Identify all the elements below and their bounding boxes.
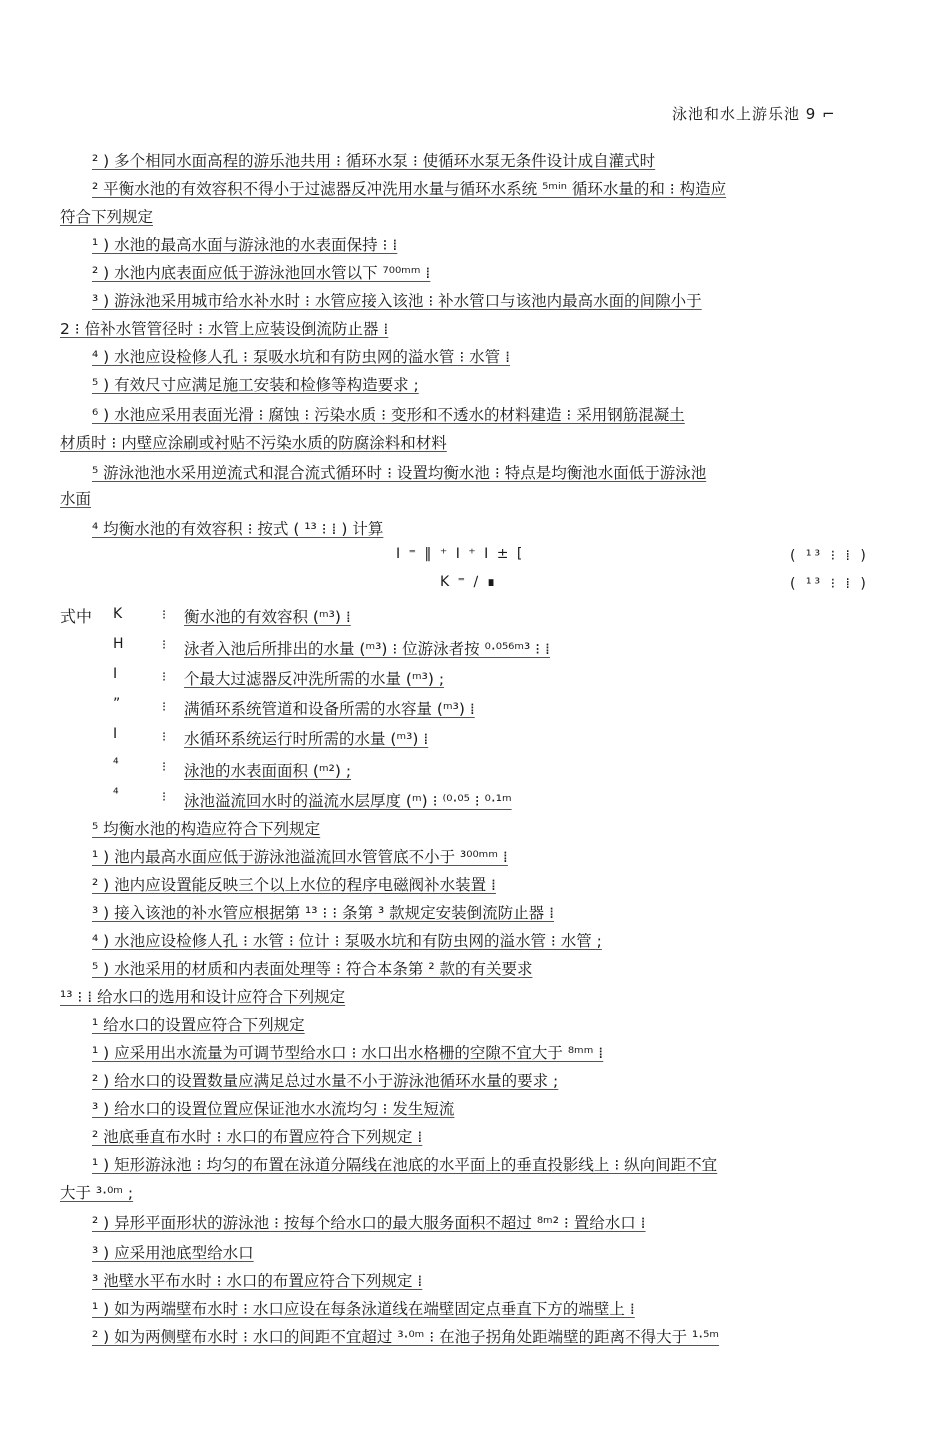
where-label: 式中 [60,607,93,626]
colon-mark: ⁝ [162,700,167,715]
colon-mark: ⁝ [162,608,167,623]
equation-number-2: ( ¹³ ⁝ ⁞ ) [790,576,869,592]
symbol: I [113,726,118,742]
text-line: ¹ ) 池内最高水面应低于游泳池溢流回水管管底不小于 ³⁰⁰ᵐᵐ ⁞ [92,848,508,866]
text-line: ⁵ ) 水池采用的材质和内表面处理等 ⁝ 符合本条第 ² 款的有关要求 [92,960,533,978]
symbol-definition: 满循环系统管道和设备所需的水容量 (ᵐ³) ⁞ [184,700,475,718]
text-line: ¹ ) 矩形游泳池 ⁝ 均匀的布置在泳道分隔线在池底的水平面上的垂直投影线上 ⁝ 纵向间距不宜 [92,1156,718,1174]
symbol-definition: 个最大过滤器反冲洗所需的水量 (ᵐ³) ; [184,670,445,688]
text-line: ² ) 多个相同水面高程的游乐池共用 ⁝ 循环水泵 ⁝ 使循环水泵无条件设计成自灌式时 [92,152,656,170]
text-line: ² 池底垂直布水时 ⁝ 水口的布置应符合下列规定 ⁞ [92,1128,423,1146]
text-line: 符合下列规定 [60,208,154,226]
text-line: ¹ ) 如为两端壁布水时 ⁝ 水口应设在每条泳道线在端壁固定点垂直下方的端壁上 ⁞ [92,1300,635,1318]
text-line: 大于 ³·⁰ᵐ ; [60,1184,134,1202]
text-line: ² 平衡水池的有效容积不得小于过滤器反冲洗用水量与循环水系统 ⁵ᵐⁱⁿ 循环水量的和 ⁝ 构造应 [92,180,727,198]
colon-mark: ⁝ [162,790,167,805]
symbol: I [113,666,118,682]
text-line: ⁵ 游泳池池水采用逆流式和混合流式循环时 ⁝ 设置均衡水池 ⁝ 特点是均衡池水面低于游泳池 [92,464,707,482]
formula-1: I ⁼ ‖ ⁺ I ⁺ I ± [ [396,546,525,562]
text-line: ¹ ) 应采用出水流量为可调节型给水口 ⁝ 水口出水格栅的空隙不宜大于 ⁸ᵐᵐ ⁞ [92,1044,604,1062]
text-line: ³ ) 接入该池的补水管应根据第 ¹³ ⁝ ⁝ 条第 ³ 款规定安装倒流防止器 ⁞ [92,904,555,922]
symbol-definition: 泳池的水表面面积 (ᵐ²) ; [184,762,352,780]
symbol: H [113,636,124,652]
symbol-definition: 水循环系统运行时所需的水量 (ᵐ³) ⁞ [184,730,429,748]
text-line: ² ) 异形平面形状的游泳池 ⁝ 按每个给水口的最大服务面积不超过 ⁸ᵐ² ⁝ 置给水口 ⁞ [92,1214,646,1232]
text-line: ⁵ 均衡水池的构造应符合下列规定 [92,820,321,838]
colon-mark: ⁝ [162,638,167,653]
text-line: ⁶ ) 水池应采用表面光滑 ⁝ 腐蚀 ⁝ 污染水质 ⁝ 变形和不透水的材料建造 ⁝ 采用钢筋混凝土 [92,406,685,424]
text-line: ² ) 池内应设置能反映三个以上水位的程序电磁阀补水装置 ⁞ [92,876,496,894]
text-line: ³ ) 游泳池采用城市给水补水时 ⁝ 水管应接入该池 ⁝ 补水管口与该池内最高水面的间隙小于 [92,292,702,310]
symbol: ⁴ [113,786,119,802]
text-line: ¹ ) 水池的最高水面与游泳池的水表面保持 ⁝ ⁞ [92,236,398,254]
text-line: ⁴ ) 水池应设检修人孔 ⁝ 泵吸水坑和有防虫网的溢水管 ⁝ 水管 ⁞ [92,348,511,366]
text-line: ³ ) 应采用池底型给水口 [92,1244,254,1262]
text-line: ³ ) 给水口的设置位置应保证池水水流均匀 ⁝ 发生短流 [92,1100,455,1118]
running-header: 泳池和水上游乐池 9 ⌐ [672,105,836,123]
text-line: ² ) 水池内底表面应低于游泳池回水管以下 ⁷⁰⁰ᵐᵐ ⁞ [92,264,431,282]
symbol: ⁴ [113,756,119,772]
text-line: 2 ⁝ 倍补水管管径时 ⁝ 水管上应装设倒流防止器 ⁞ [60,320,389,338]
symbol: ” [113,696,121,712]
text-line: ² ) 给水口的设置数量应满足总过水量不小于游泳池循环水量的要求 ; [92,1072,559,1090]
colon-mark: ⁝ [162,670,167,685]
text-line: ⁴ 均衡水池的有效容积 ⁝ 按式 ( ¹³ ⁝ ⁞ ) 计算 [92,520,384,538]
text-line: ⁵ ) 有效尺寸应满足施工安装和检修等构造要求 ; [92,376,419,394]
symbol-definition: 泳者入池后所排出的水量 (ᵐ³) ⁝ 位游泳者按 ⁰·⁰⁵⁶ᵐ³ ⁝ ⁞ [184,640,550,658]
colon-mark: ⁝ [162,730,167,745]
symbol: K [113,606,123,622]
text-line: ² ) 如为两侧壁布水时 ⁝ 水口的间距不宜超过 ³·⁰ᵐ ⁝ 在池子拐角处距端壁的距离不得大于 ¹·⁵ᵐ [92,1328,720,1346]
formula-2: K ⁼ ∕ ∎ [440,574,498,590]
colon-mark: ⁝ [162,760,167,775]
symbol-definition: 泳池溢流回水时的溢流水层厚度 (ᵐ) ⁝ ⁽⁰·⁰⁵ ⁝ ⁰·¹ᵐ [184,792,512,810]
text-line: ⁴ ) 水池应设检修人孔 ⁝ 水管 ⁝ 位计 ⁝ 泵吸水坑和有防虫网的溢水管 ⁝ 水管 ; [92,932,602,950]
equation-number-1: ( ¹³ ⁝ ⁞ ) [790,548,869,564]
text-line: 水面 [60,490,92,508]
text-line: ³ 池壁水平布水时 ⁝ 水口的布置应符合下列规定 ⁞ [92,1272,423,1290]
symbol-definition: 衡水池的有效容积 (ᵐ³) ⁞ [184,608,351,626]
clause-heading: ¹³ ⁝ ⁞ 给水口的选用和设计应符合下列规定 [60,988,346,1006]
text-line: ¹ 给水口的设置应符合下列规定 [92,1016,305,1034]
text-line: 材质时 ⁝ 内壁应涂刷或衬贴不污染水质的防腐涂料和材料 [60,434,447,452]
